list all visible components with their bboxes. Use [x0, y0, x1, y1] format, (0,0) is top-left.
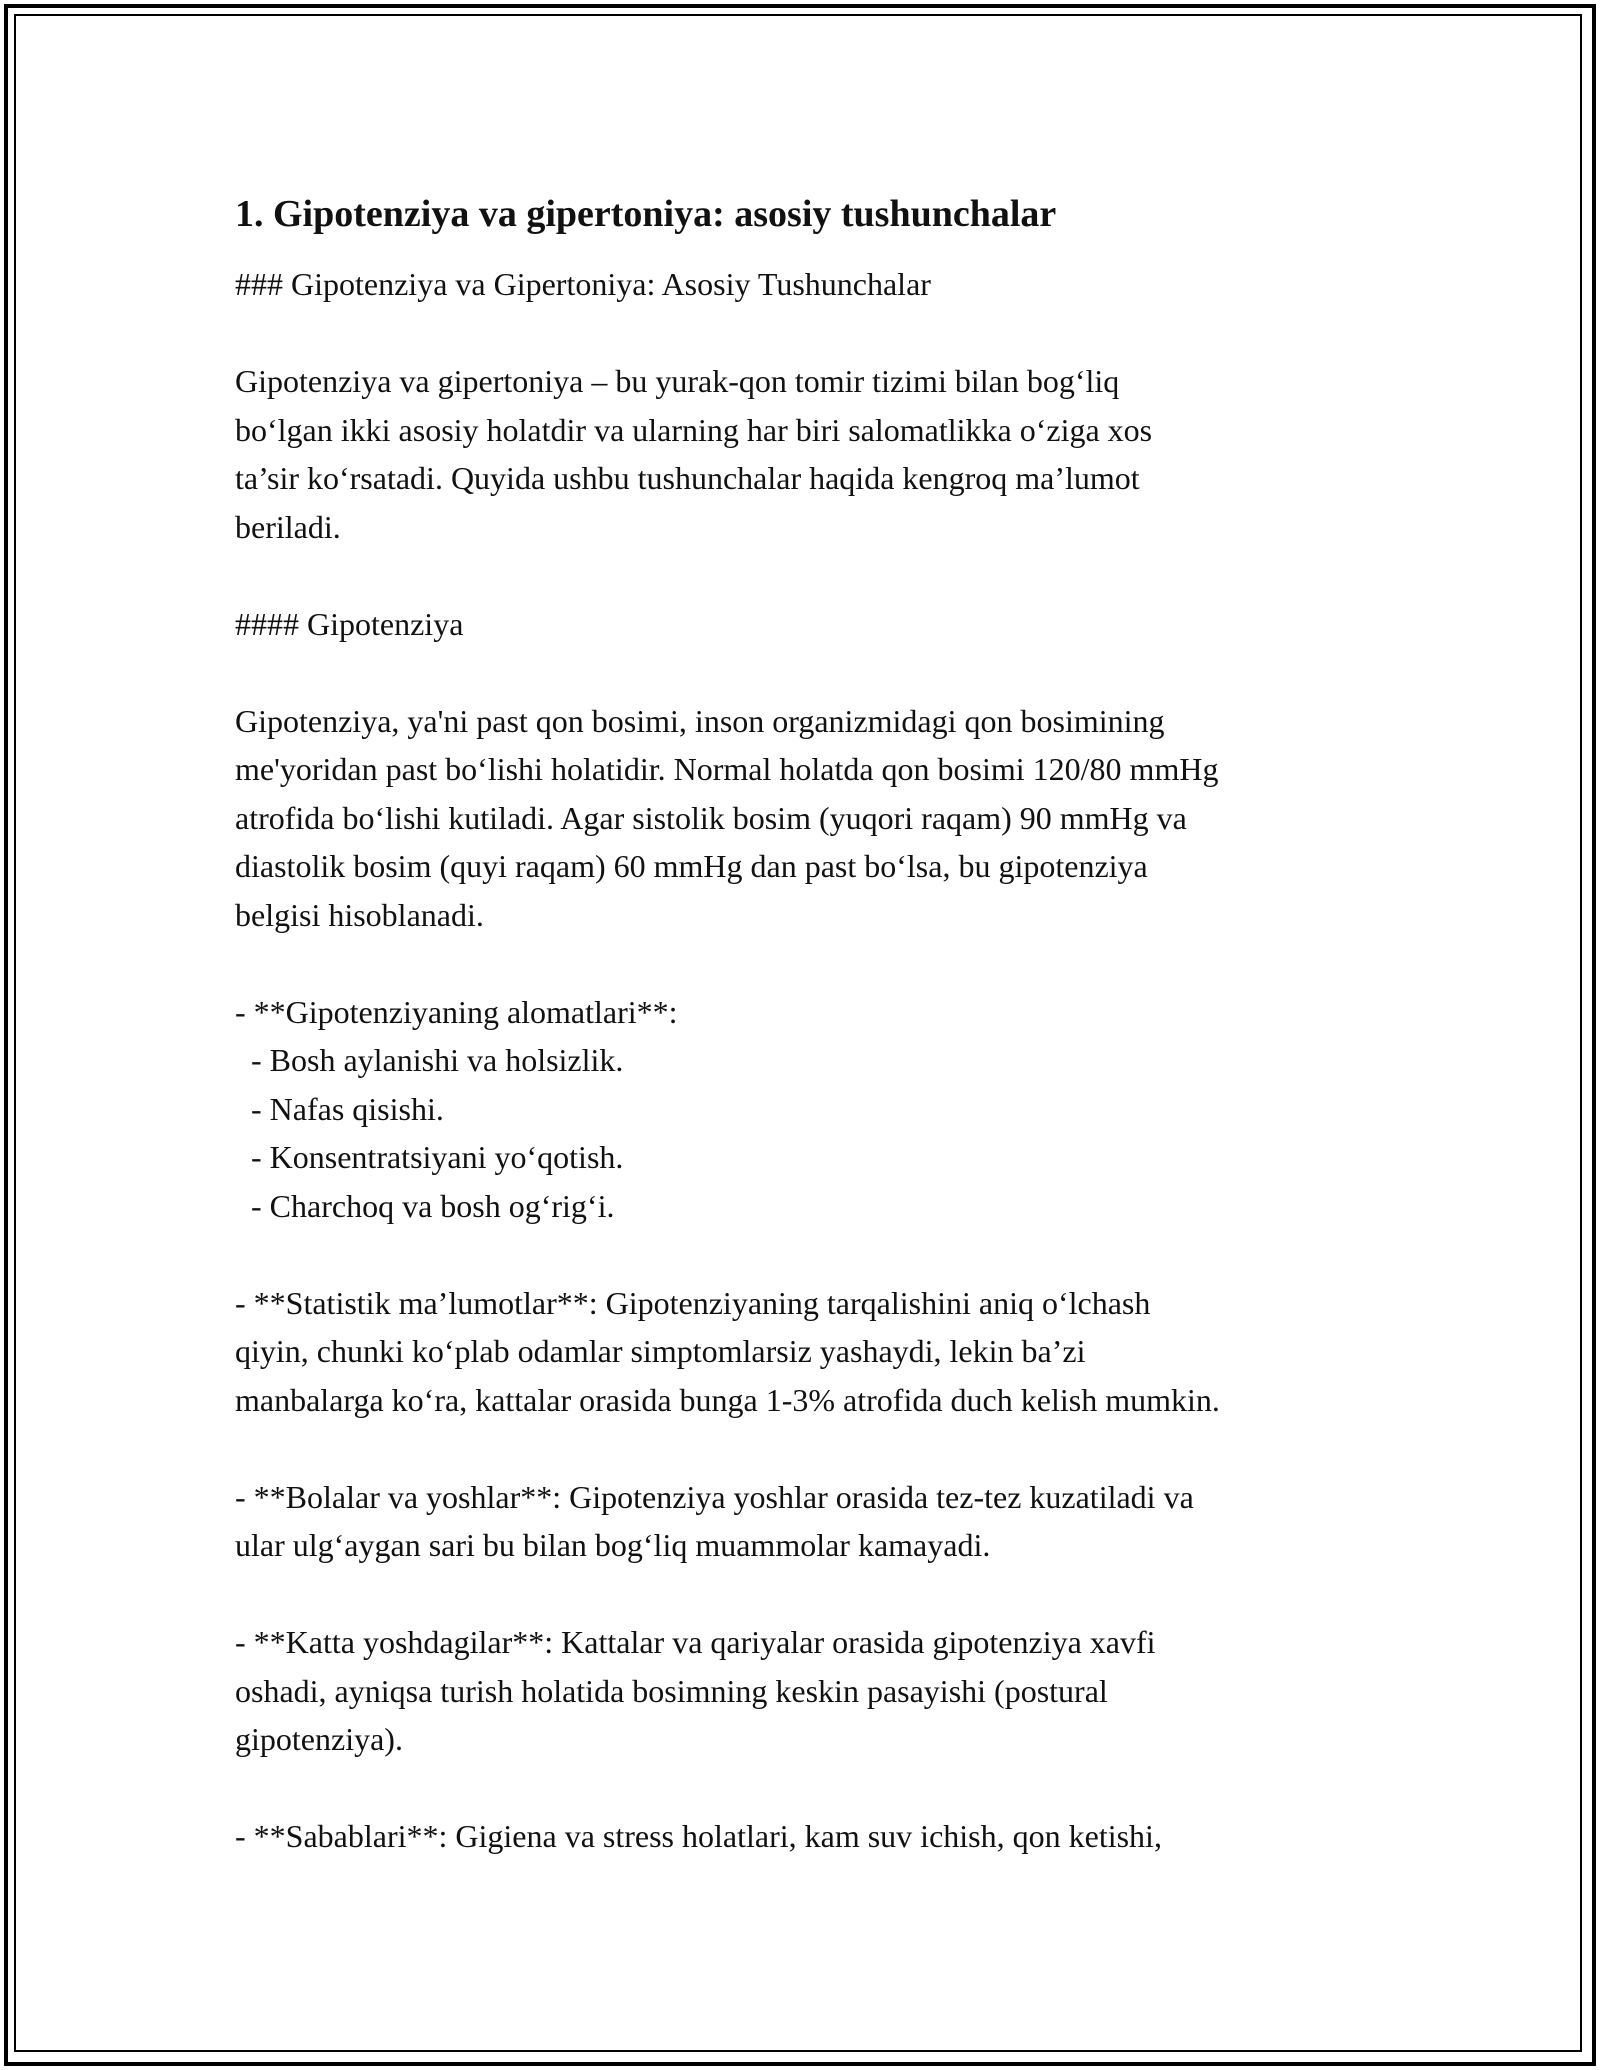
text-line: ### Gipotenziya va Gipertoniya: Asosiy Tushunchalar: [235, 266, 931, 302]
blank-line: [235, 939, 1385, 988]
text-line: - Charchoq va bosh og‘rig‘i.: [235, 1187, 615, 1224]
text-line: bo‘lgan ikki asosiy holatdir va ularning har biri salomatlikka o‘ziga xos: [235, 411, 1153, 448]
text-line: - **Sabablari**: Gigiena va stress holatlari, kam suv ichish, qon ketishi,: [235, 1818, 1162, 1854]
text-line: - **Katta yoshdagilar**: Kattalar va qariyalar orasida gipotenziya xavfi: [235, 1624, 1156, 1660]
text-line: atrofida bo‘lishi kutiladi. Agar sistolik bosim (yuqori raqam) 90 mmHg va: [235, 799, 1187, 836]
text-line: - **Bolalar va yoshlar**: Gipotenziya yoshlar orasida tez-tez kuzatiladi va: [235, 1478, 1194, 1515]
text-line: - Nafas qisishi.: [235, 1090, 444, 1127]
text-line: me'yoridan past bo‘lishi holatidir. Normal holatda qon bosimi 120/80 mmHg: [235, 751, 1219, 787]
text-line: oshadi, ayniqsa turish holatida bosimning keskin pasayishi (postural: [235, 1672, 1108, 1709]
blank-line: [235, 1424, 1385, 1473]
text-line: diastolik bosim (quyi raqam) 60 mmHg dan past bo‘lsa, bu gipotenziya: [235, 848, 1148, 884]
text-line: manbalarga ko‘ra, kattalar orasida bunga 1-3% atrofida duch kelish mumkin.: [235, 1381, 1220, 1418]
text-line: beriladi.: [235, 508, 341, 545]
text-line: gipotenziya).: [235, 1721, 403, 1757]
text-line: ta’sir ko‘rsatadi. Quyida ushbu tushunchalar haqida kengroq ma’lumot: [235, 460, 1140, 496]
text-line: - **Gipotenziyaning alomatlari**:: [235, 993, 678, 1030]
text-line: Gipotenziya va gipertoniya – bu yurak-qon tomir tizimi bilan bog‘liq: [235, 363, 1120, 399]
blank-line: [235, 1764, 1385, 1813]
document-body: [235, 186, 1385, 1861]
blank-line: [235, 309, 1385, 358]
text-line: ular ulg‘aygan sari bu bilan bog‘liq muammolar kamayadi.: [235, 1527, 991, 1563]
document-title: 1. Gipotenziya va gipertoniya: asosiy tushunchalar: [235, 193, 1057, 235]
document-text: [235, 260, 1385, 1861]
blank-line: [235, 1230, 1385, 1279]
text-line: #### Gipotenziya: [235, 605, 464, 642]
blank-line: [235, 648, 1385, 697]
blank-line: [235, 1570, 1385, 1619]
text-line: - Bosh aylanishi va holsizlik.: [235, 1042, 624, 1078]
text-line: qiyin, chunki ko‘plab odamlar simptomlarsiz yashaydi, lekin ba’zi: [235, 1333, 1086, 1369]
text-line: Gipotenziya, ya'ni past qon bosimi, inson organizmidagi qon bosimining: [235, 702, 1165, 739]
text-line: belgisi hisoblanadi.: [235, 896, 484, 933]
blank-line: [235, 551, 1385, 600]
text-line: - Konsentratsiyani yo‘qotish.: [235, 1139, 624, 1175]
text-line: - **Statistik ma’lumotlar**: Gipotenziyaning tarqalishini aniq o‘lchash: [235, 1284, 1151, 1321]
